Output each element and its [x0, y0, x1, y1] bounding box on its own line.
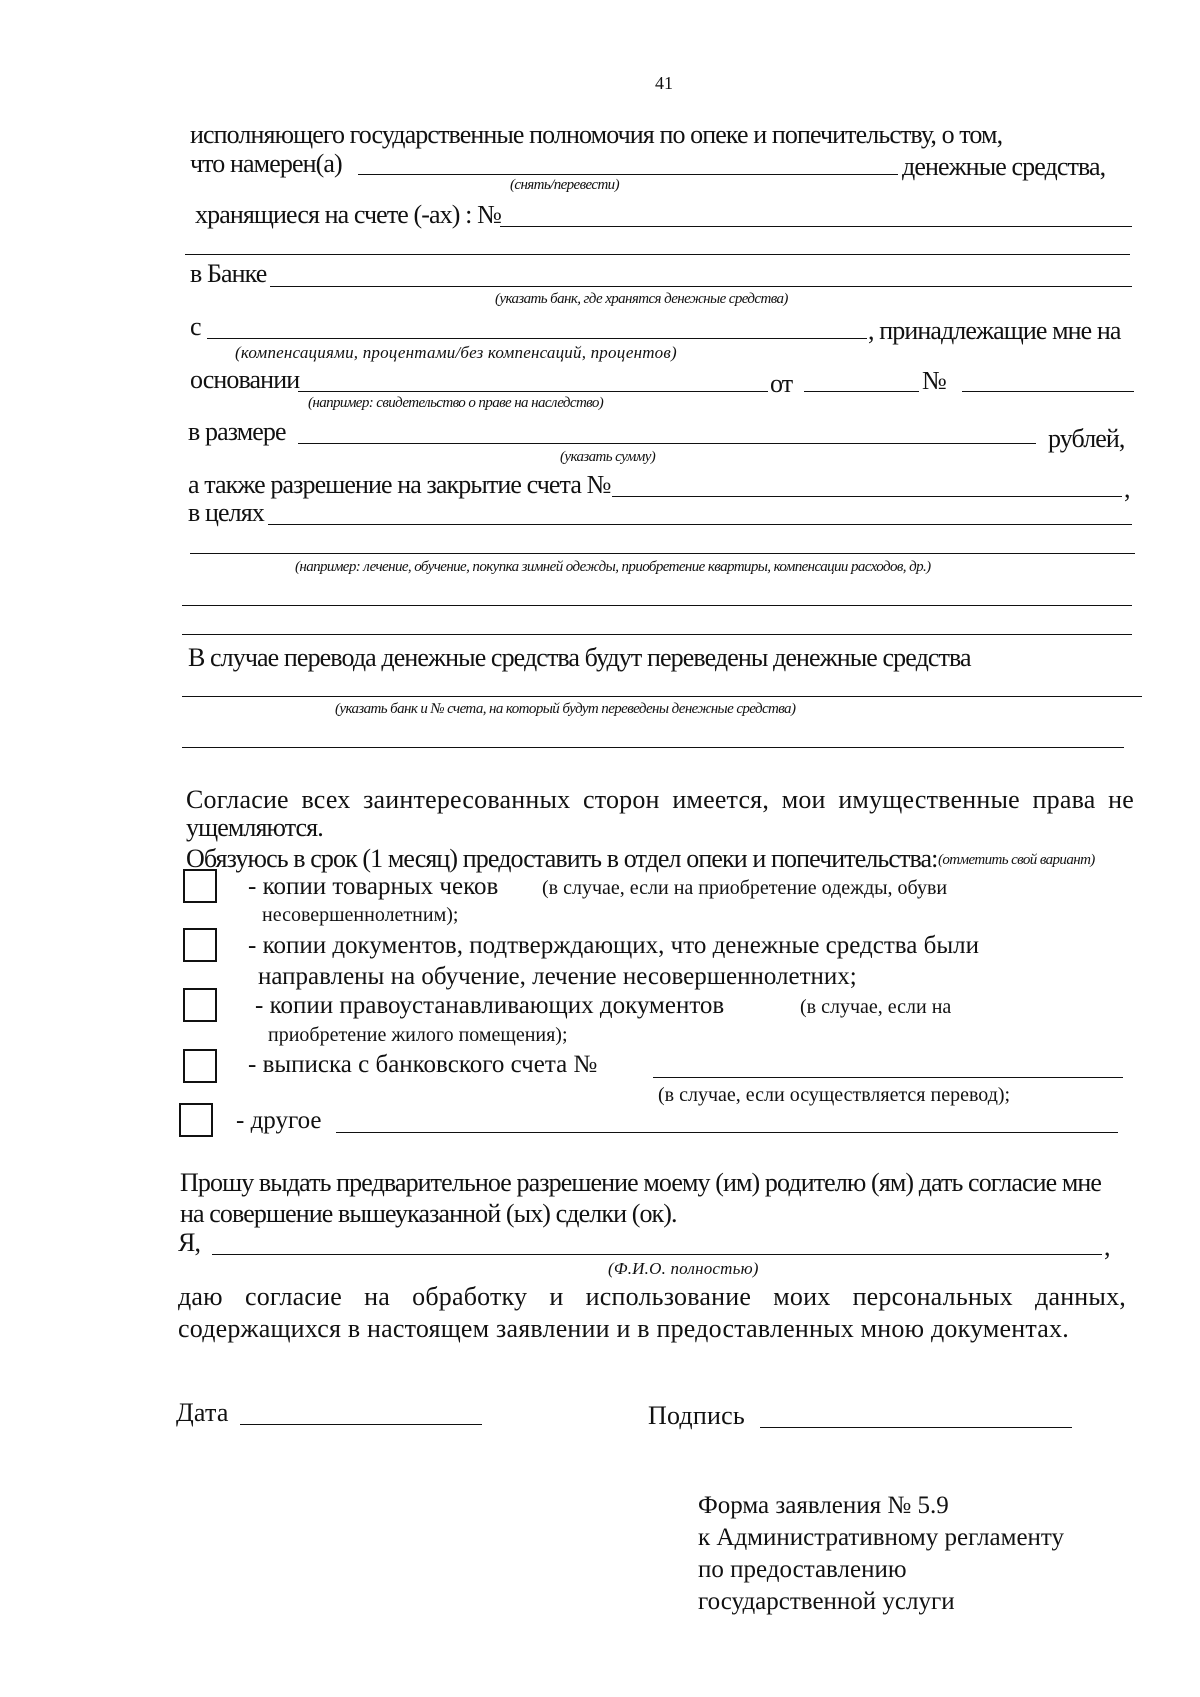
compensation-field[interactable]	[207, 338, 867, 339]
transfer-field[interactable]	[182, 696, 1142, 697]
date-label: Дата	[176, 1398, 229, 1427]
intent-label: что намерен(а)	[190, 149, 342, 178]
obligation-label: Обязуюсь в срок (1 месяц) предоставить в отдел опеки и попечительства:	[186, 844, 938, 873]
option-other-label: - другое	[236, 1107, 322, 1134]
personal-data-line-2: содержащихся в настоящем заявлении и в предоставленных мною документах.	[178, 1314, 1069, 1343]
purpose-field[interactable]	[268, 524, 1132, 525]
amount-label: в размере	[188, 417, 286, 446]
fio-comma: ,	[1104, 1232, 1110, 1261]
purpose-field-3[interactable]	[182, 605, 1132, 606]
request-line-1: Прошу выдать предварительное разрешение моему (им) родителю (ям) дать согласие мне	[180, 1168, 1102, 1197]
close-account-label: а также разрешение на закрытие счета №	[188, 470, 611, 499]
account-field[interactable]	[500, 226, 1132, 227]
option-payment-docs-label-2: направлены на обучение, лечение несовершеннолетних;	[258, 963, 857, 990]
option-title-docs-label: - копии правоустанавливающих документов	[255, 992, 725, 1019]
close-account-field[interactable]	[612, 496, 1122, 497]
page-number: 41	[655, 73, 673, 93]
ya-label: Я,	[178, 1228, 201, 1257]
fio-hint: (Ф.И.О. полностью)	[608, 1259, 759, 1278]
obligation-hint: (отметить свой вариант)	[938, 852, 1095, 868]
transfer-field-2[interactable]	[182, 747, 1124, 748]
fio-field[interactable]	[212, 1254, 1102, 1255]
basis-number-field[interactable]	[962, 391, 1134, 392]
belonging-label: , принадлежащие мне на	[868, 316, 1121, 345]
amount-hint: (указать сумму)	[560, 449, 656, 465]
basis-label: основании	[190, 365, 300, 394]
form-number: Форма заявления № 5.9	[698, 1492, 949, 1519]
intro-line: исполняющего государственные полномочия по опеке и попечительству, о том,	[190, 120, 1003, 149]
option-title-docs-note: (в случае, если на	[800, 996, 952, 1018]
close-account-comma: ,	[1124, 474, 1130, 503]
option-receipts-checkbox[interactable]	[183, 869, 217, 903]
date-field[interactable]	[240, 1424, 482, 1425]
from-label: от	[770, 369, 793, 398]
signature-field[interactable]	[760, 1427, 1072, 1428]
signature-label: Подпись	[648, 1401, 745, 1430]
option-payment-docs-label: - копии документов, подтверждающих, что денежные средства были	[248, 932, 979, 959]
option-receipts-label: - копии товарных чеков	[248, 873, 499, 900]
purpose-field-2[interactable]	[190, 553, 1135, 554]
option-bank-statement-label: - выписка с банковского счета №	[248, 1051, 598, 1078]
action-hint: (снять/перевести)	[510, 177, 619, 193]
money-label: денежные средства,	[902, 152, 1106, 181]
compensation-prefix: с	[190, 312, 201, 341]
amount-field[interactable]	[298, 443, 1036, 444]
basis-hint: (например: свидетельство о праве на наследство)	[308, 395, 604, 411]
option-payment-docs-checkbox[interactable]	[183, 928, 217, 962]
option-bank-statement-note: (в случае, если осуществляется перевод);	[658, 1084, 1011, 1106]
purpose-hint: (например: лечение, обучение, покупка зимней одежды, приобретение квартиры, компенсации расходов, др.)	[295, 559, 931, 575]
rubles-label: рублей,	[1048, 424, 1125, 453]
option-receipts-note: (в случае, если на приобретение одежды, обуви	[542, 877, 948, 899]
regulation-reference-3: государственной услуги	[698, 1588, 955, 1615]
regulation-reference: к Административному регламенту	[698, 1524, 1065, 1551]
account-label: хранящиеся на счете (-ах) : №	[195, 200, 501, 229]
compensation-hint: (компенсациями, процентами/без компенсаций, процентов)	[235, 343, 677, 362]
option-title-docs-checkbox[interactable]	[183, 988, 217, 1022]
basis-field[interactable]	[298, 391, 768, 392]
bank-hint: (указать банк, где хранятся денежные средства)	[495, 291, 788, 307]
bank-label: в Банке	[190, 259, 267, 288]
transfer-label: В случае перевода денежные средства будут переведены денежные средства	[188, 643, 971, 672]
option-title-docs-note-2: приобретение жилого помещения);	[268, 1024, 568, 1046]
basis-date-field[interactable]	[804, 391, 919, 392]
regulation-reference-2: по предоставлению	[698, 1556, 907, 1583]
purpose-field-4[interactable]	[182, 634, 1132, 635]
transfer-hint: (указать банк и № счета, на который будут переведены денежные средства)	[335, 701, 796, 717]
action-field[interactable]	[358, 174, 898, 175]
basis-number-label: №	[922, 366, 946, 395]
option-receipts-note-2: несовершеннолетним);	[262, 904, 459, 926]
account-field-continued[interactable]	[185, 254, 1130, 255]
bank-statement-account-field[interactable]	[653, 1077, 1123, 1078]
consent-line-2: ущемляются.	[186, 813, 323, 842]
other-field[interactable]	[336, 1132, 1118, 1133]
personal-data-line-1: даю согласие на обработку и использование моих персональных данных,	[178, 1282, 1126, 1311]
option-bank-statement-checkbox[interactable]	[183, 1049, 217, 1083]
consent-line-1: Согласие всех заинтересованных сторон имеется, мои имущественные права не	[186, 785, 1134, 814]
option-other-checkbox[interactable]	[179, 1103, 213, 1137]
purpose-label: в целях	[188, 498, 264, 527]
bank-field[interactable]	[270, 286, 1132, 287]
request-line-2: на совершение вышеуказанной (ых) сделки (ок).	[180, 1199, 677, 1228]
